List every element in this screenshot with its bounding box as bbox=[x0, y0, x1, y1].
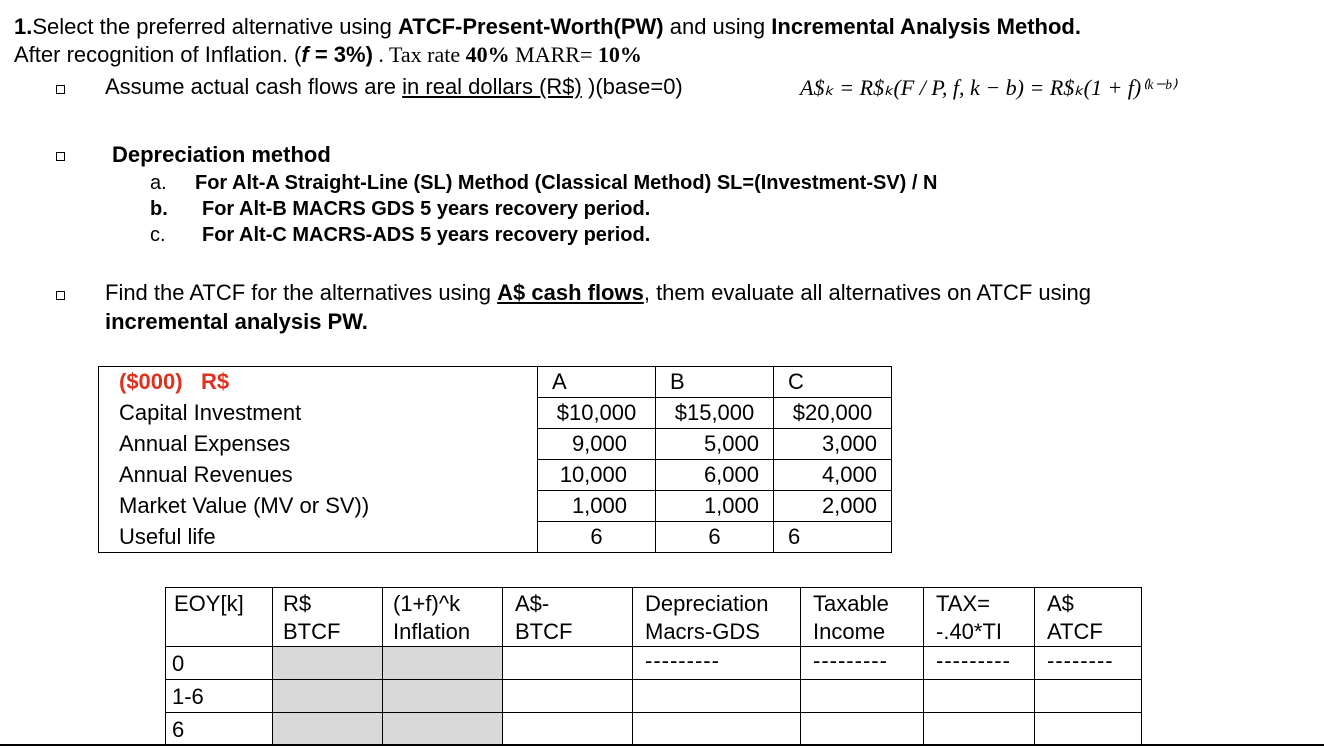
problem-heading: 1.Select the preferred alternative using ATCF-Present-Worth(PW) and using Incremental Analysis Method. bbox=[14, 14, 1081, 39]
col-header-a: A bbox=[538, 367, 656, 398]
bullet-square-icon bbox=[56, 291, 65, 300]
dep-item-c: For Alt-C MACRS-ADS 5 years recovery period. bbox=[202, 224, 651, 246]
dep-marker-b: b. bbox=[150, 198, 168, 220]
bullet-square-icon bbox=[56, 152, 65, 161]
table-row: 0 --------- --------- --------- -------- bbox=[166, 647, 1142, 680]
dep-item-a: For Alt-A Straight-Line (SL) Method (Classical Method) SL=(Investment-SV) / N bbox=[195, 172, 938, 194]
dep-marker-a: a. bbox=[150, 172, 167, 194]
alternatives-table bbox=[98, 366, 892, 553]
table-row: Useful life 6 6 6 bbox=[99, 522, 892, 553]
col-header-c: C bbox=[774, 367, 892, 398]
table-row: Market Value (MV or SV)) 1,000 1,000 2,000 bbox=[99, 491, 892, 522]
col-header-b: B bbox=[656, 367, 774, 398]
eoy-header-row bbox=[166, 588, 1142, 647]
find-atcf-line: Find the ATCF for the alternatives using A$ cash flows, them evaluate all alternatives on ATCF using bbox=[105, 280, 1091, 305]
table-corner-cell: ($000) R$ bbox=[99, 367, 538, 398]
eoy-col-header: TAX= -.40*TI bbox=[924, 588, 1035, 647]
eoy-col-header: Taxable Income bbox=[801, 588, 924, 647]
dep-marker-c: c. bbox=[150, 224, 166, 246]
eoy-col-header: A$ ATCF bbox=[1035, 588, 1142, 647]
eoy-col-header: (1+f)^k Inflation bbox=[383, 588, 503, 647]
bullet-square-icon bbox=[56, 85, 65, 94]
dep-item-b: For Alt-B MACRS GDS 5 years recovery period. bbox=[202, 198, 651, 220]
table-row: Annual Revenues 10,000 6,000 4,000 bbox=[99, 460, 892, 491]
depreciation-title: Depreciation method bbox=[112, 142, 331, 167]
problem-subheading: After recognition of Inflation. (f = 3%) . Tax rate 40% MARR= 10% bbox=[14, 42, 642, 67]
eoy-col-header: Depreciation Macrs-GDS bbox=[633, 588, 801, 647]
table-row: 1-6 bbox=[166, 680, 1142, 713]
table-row: 6 bbox=[166, 713, 1142, 746]
bottom-divider bbox=[0, 744, 1324, 746]
inflation-formula: A$ₖ = R$ₖ(F / P, f, k − b) = R$ₖ(1 + f)⁽ᵏ⁻ᵇ⁾ bbox=[800, 75, 1176, 100]
problem-number: 1. bbox=[14, 14, 33, 39]
eoy-col-header: EOY[k] bbox=[166, 588, 273, 647]
eoy-col-header: A$- BTCF bbox=[503, 588, 633, 647]
eoy-col-header: R$ BTCF bbox=[273, 588, 383, 647]
table-row: Annual Expenses 9,000 5,000 3,000 bbox=[99, 429, 892, 460]
table-header-row bbox=[99, 367, 892, 398]
assumption-line: Assume actual cash flows are in real dollars (R$) )(base=0) bbox=[105, 74, 683, 99]
find-atcf-line2: incremental analysis PW. bbox=[105, 309, 368, 334]
eoy-analysis-table bbox=[165, 587, 1142, 746]
table-row: Capital Investment $10,000 $15,000 $20,000 bbox=[99, 398, 892, 429]
